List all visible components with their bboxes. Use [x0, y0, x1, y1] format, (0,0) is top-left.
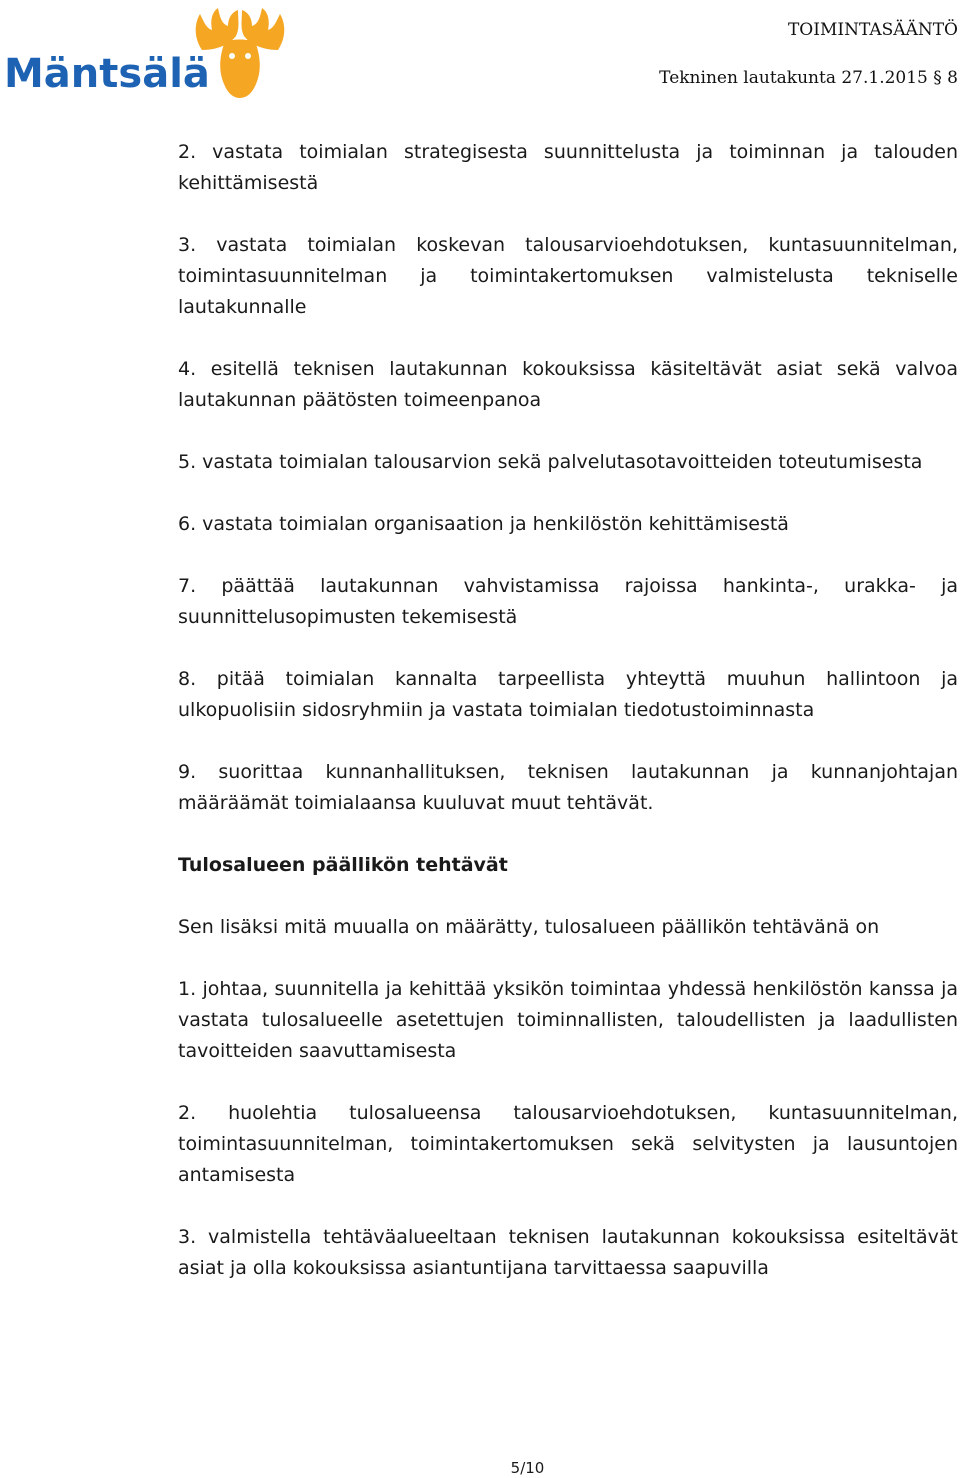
logo-wordmark: Mäntsälä [4, 51, 210, 97]
document-meta: Tekninen lautakunta 27.1.2015 § 8 [659, 68, 958, 88]
list-item: 6. vastata toimialan organisaation ja henkilöstön kehittämisestä [178, 513, 789, 535]
list-item: 8. pitää toimialan kannalta tarpeellista yhteyttä muuhun hallintoon ja ulkopuolisiin sidosryhmiin ja vastata toimialan tiedotustoiminnasta [178, 668, 958, 721]
list-item: 3. valmistella tehtäväalueeltaan teknisen lautakunnan kokouksissa esiteltävät asiat ja olla kokouksissa asiantuntijana tarvittaessa saapuvilla [178, 1226, 958, 1279]
list-item: 5. vastata toimialan talousarvion sekä palvelutasotavoitteiden toteutumisesta [178, 451, 923, 473]
list-item: 2. vastata toimialan strategisesta suunnittelusta ja toiminnan ja talouden kehittämisestä [178, 141, 958, 194]
list-item: 4. esitellä teknisen lautakunnan kokouksissa käsiteltävät asiat sekä valvoa lautakunnan päätösten toimeenpanoa [178, 358, 958, 411]
list-item: 1. johtaa, suunnitella ja kehittää yksikön toimintaa yhdessä henkilöstön kanssa ja vastata tulosalueelle asetettujen toiminnallisten, taloudellisten ja laadullisten tavoitteiden saavuttamisesta [178, 978, 958, 1062]
list-item: 3. vastata toimialan koskevan talousarvioehdotuksen, kuntasuunnitelman, toimintasuunnitelman ja toimintakertomuksen valmistelusta tekniselle lautakunnalle [178, 234, 958, 318]
list-item: 2. huolehtia tulosalueensa talousarvioehdotuksen, kuntasuunnitelman, toimintasuunnitelman, toimintakertomuksen sekä selvitysten ja lausuntojen antamisesta [178, 1102, 958, 1186]
list-item: 9. suorittaa kunnanhallituksen, teknisen lautakunnan ja kunnanjohtajan määräämät toimialaansa kuuluvat muut tehtävät. [178, 761, 958, 814]
document-type: TOIMINTASÄÄNTÖ [787, 20, 958, 40]
document-header [659, 18, 958, 90]
list-item: 7. päättää lautakunnan vahvistamissa rajoissa hankinta-, urakka- ja suunnittelusopimusten tekemisestä [178, 575, 958, 628]
mantsala-logo [4, 4, 294, 100]
document-body [178, 137, 958, 1315]
moose-head-icon [190, 4, 290, 100]
section-title: Tulosalueen päällikön tehtävät [178, 854, 508, 876]
section-intro: Sen lisäksi mitä muualla on määrätty, tulosalueen päällikön tehtävänä on [178, 916, 880, 938]
page-number: 5/10 [510, 1459, 545, 1477]
